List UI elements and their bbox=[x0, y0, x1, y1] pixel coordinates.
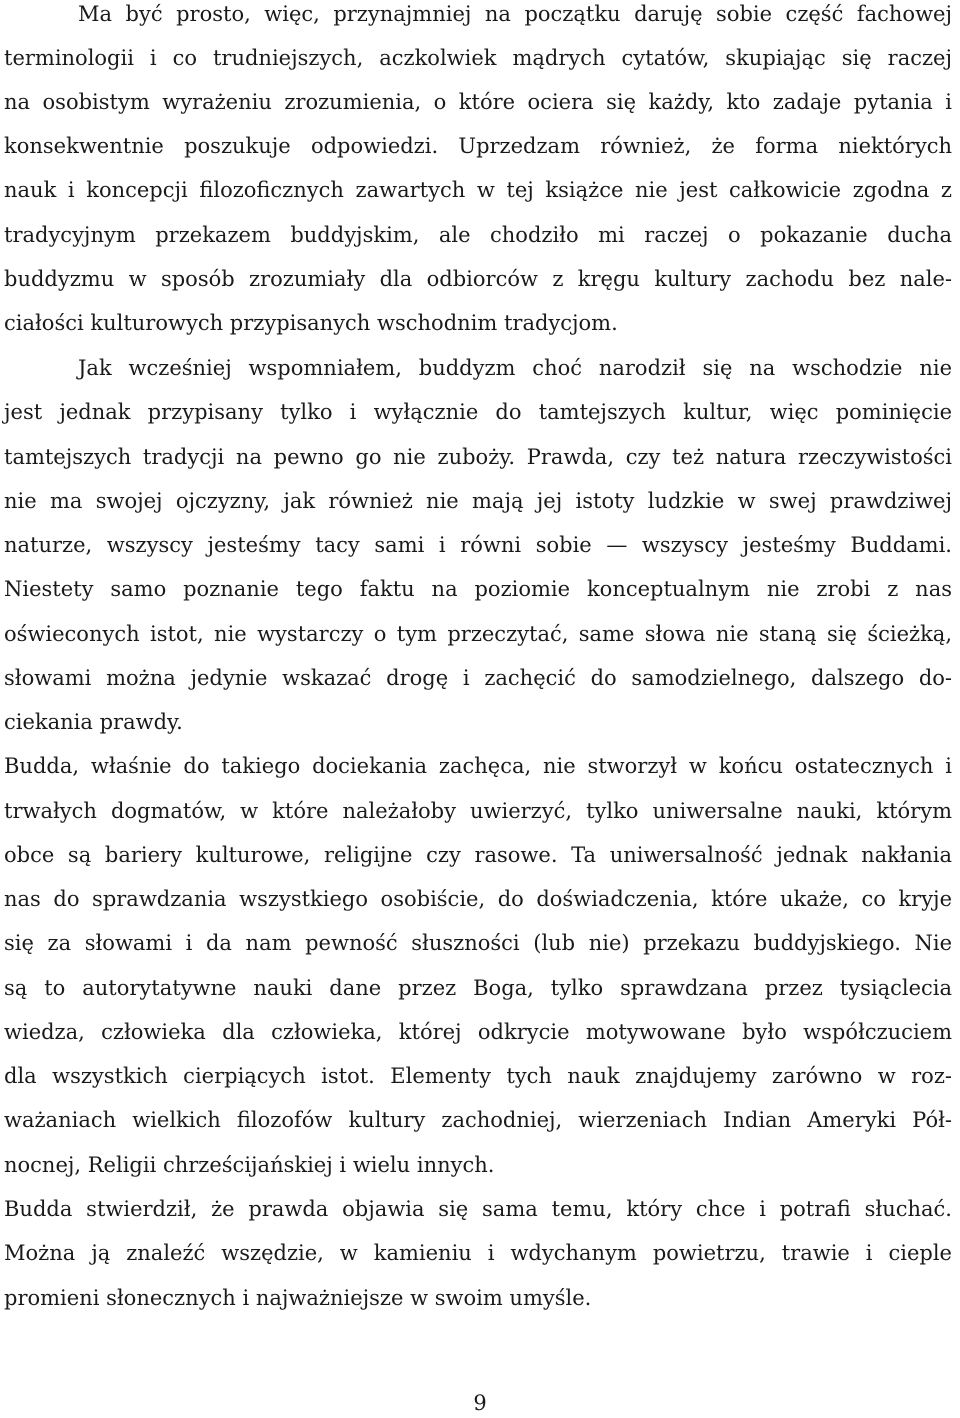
text-line: Budda stwierdził, że prawda objawia się sama temu, który chce i potrafi słuchać. bbox=[4, 1197, 952, 1221]
text-line: Niestety samo poznanie tego faktu na poziomie konceptualnym nie zrobi z nas bbox=[4, 577, 952, 601]
text-line: ciekania prawdy. bbox=[4, 710, 183, 734]
text-line: słowami można jedynie wskazać drogę i zachęcić do samodzielnego, dalszego do- bbox=[4, 666, 952, 690]
text-line: Można ją znaleźć wszędzie, w kamieniu i wdychanym powietrzu, trawie i cieple bbox=[4, 1241, 952, 1265]
text-line: oświeconych istot, nie wystarczy o tym przeczytać, same słowa nie staną się ścieżką, bbox=[4, 622, 952, 646]
text-line: terminologii i co trudniejszych, aczkolwiek mądrych cytatów, skupiając się raczej bbox=[4, 46, 952, 70]
text-line: Jak wcześniej wspomniałem, buddyzm choć narodził się na wschodzie nie bbox=[78, 356, 952, 380]
text-line: na osobistym wyrażeniu zrozumienia, o które ociera się każdy, kto zadaje pytania i bbox=[4, 90, 952, 114]
text-line: nauk i koncepcji filozoficznych zawartych w tej książce nie jest całkowicie zgodna z bbox=[4, 178, 952, 202]
text-line: się za słowami i da nam pewność słuszności (lub nie) przekazu buddyjskiego. Nie bbox=[4, 931, 952, 955]
text-line: jest jednak przypisany tylko i wyłącznie do tamtejszych kultur, więc pominięcie bbox=[4, 400, 952, 424]
text-line: promieni słonecznych i najważniejsze w swoim umyśle. bbox=[4, 1286, 592, 1310]
text-line: obce są bariery kulturowe, religijne czy rasowe. Ta uniwersalność jednak nakłania bbox=[4, 843, 952, 867]
text-line: dla wszystkich cierpiących istot. Elementy tych nauk znajdujemy zarówno w roz- bbox=[4, 1064, 952, 1088]
text-line: wiedza, człowieka dla człowieka, której odkrycie motywowane było współczuciem bbox=[4, 1020, 952, 1044]
text-line: nas do sprawdzania wszystkiego osobiście, do doświadczenia, które ukaże, co kryje bbox=[4, 887, 952, 911]
text-line: nocnej, Religii chrześcijańskiej i wielu innych. bbox=[4, 1153, 495, 1177]
page-number: 9 bbox=[473, 1391, 487, 1415]
text-line: są to autorytatywne nauki dane przez Boga, tylko sprawdzana przez tysiąclecia bbox=[4, 976, 952, 1000]
text-line: nie ma swojej ojczyzny, jak również nie mają jej istoty ludzkie w swej prawdziwej bbox=[4, 489, 952, 513]
text-line: Ma być prosto, więc, przynajmniej na początku daruję sobie część fachowej bbox=[78, 2, 952, 26]
text-line: tamtejszych tradycji na pewno go nie zuboży. Prawda, czy też natura rzeczywistości bbox=[4, 445, 952, 469]
text-line: ciałości kulturowych przypisanych wschodnim tradycjom. bbox=[4, 311, 618, 335]
text-line: ważaniach wielkich filozofów kultury zachodniej, wierzeniach Indian Ameryki Pół- bbox=[4, 1108, 952, 1132]
text-line: konsekwentnie poszukuje odpowiedzi. Uprzedzam również, że forma niektórych bbox=[4, 134, 952, 158]
text-line: buddyzmu w sposób zrozumiały dla odbiorców z kręgu kultury zachodu bez nale- bbox=[4, 267, 952, 291]
text-line: trwałych dogmatów, w które należałoby uwierzyć, tylko uniwersalne nauki, którym bbox=[4, 799, 952, 823]
text-line: tradycyjnym przekazem buddyjskim, ale chodziło mi raczej o pokazanie ducha bbox=[4, 223, 952, 247]
text-line: Budda, właśnie do takiego dociekania zachęca, nie stworzył w końcu ostatecznych i bbox=[4, 754, 952, 778]
text-line: naturze, wszyscy jesteśmy tacy sami i równi sobie — wszyscy jesteśmy Buddami. bbox=[4, 533, 952, 557]
